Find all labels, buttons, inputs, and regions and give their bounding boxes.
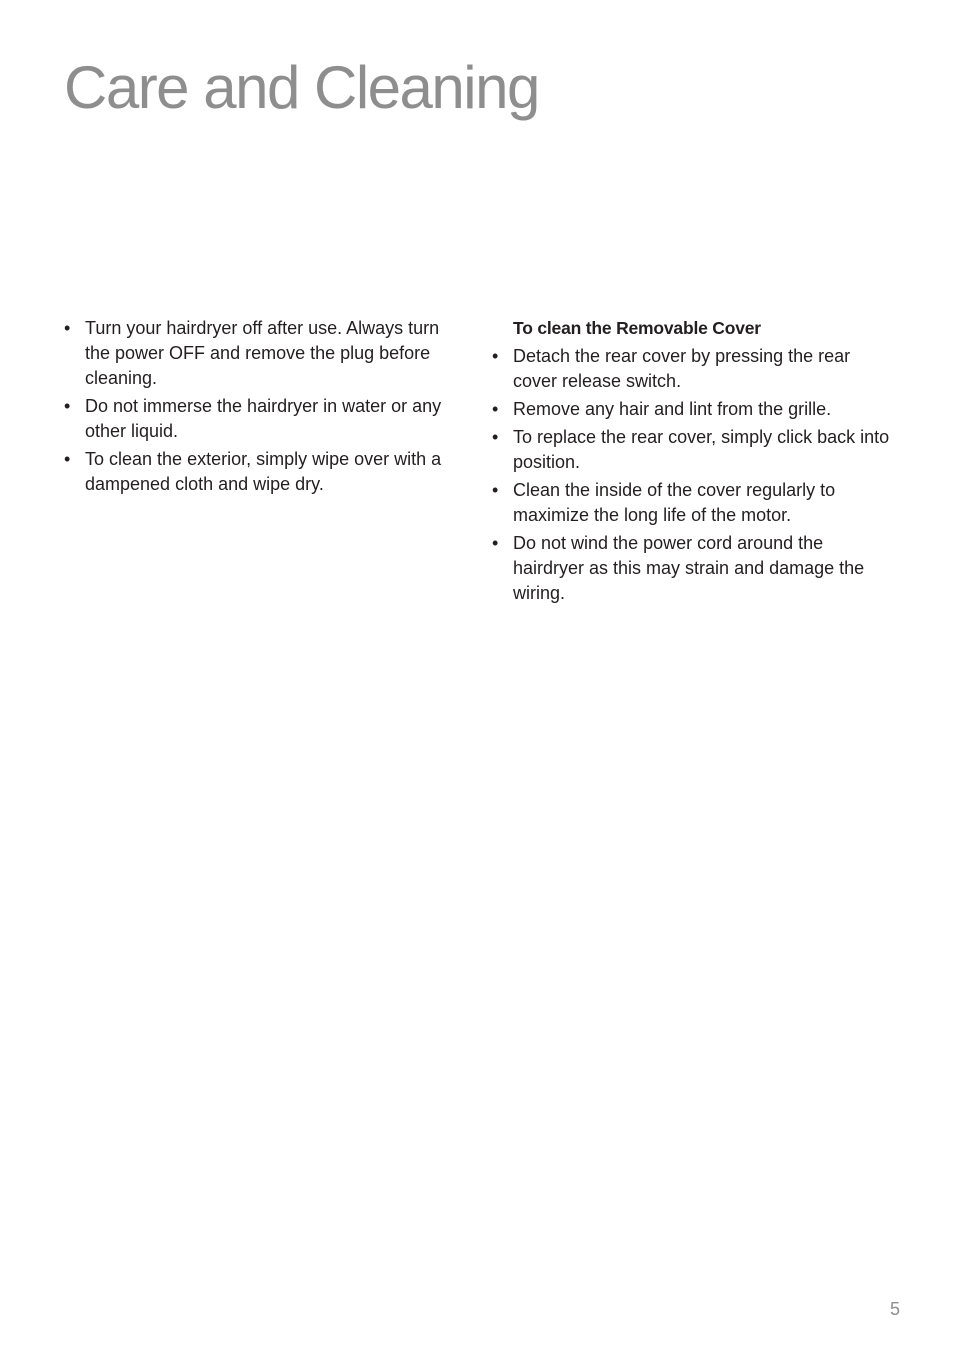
list-item-text: Do not wind the power cord around the hairdryer as this may strain and damage the wiring.: [513, 533, 865, 603]
bullet-icon: •: [64, 449, 71, 469]
list-item: [64, 316, 464, 391]
left-column: [64, 316, 464, 500]
list-item: [492, 425, 894, 475]
list-item-text: Remove any hair and lint from the grille.: [513, 399, 832, 419]
removable-cover-list: [492, 344, 894, 606]
cleaning-list: [64, 316, 464, 497]
list-item: [492, 478, 894, 528]
list-item: [492, 344, 894, 394]
bullet-icon: •: [492, 427, 499, 447]
list-item-text: Do not immerse the hairdryer in water or any other liquid.: [85, 396, 442, 441]
bullet-icon: •: [492, 346, 499, 366]
right-column: [492, 316, 894, 609]
page-number: 5: [889, 1299, 900, 1319]
bullet-icon: •: [492, 533, 499, 553]
section-heading: To clean the Removable Cover: [513, 318, 761, 338]
page-title: Care and Cleaning: [64, 54, 539, 121]
list-item-text: Turn your hairdryer off after use. Always turn the power OFF and remove the plug before cleaning.: [85, 318, 440, 388]
list-item-text: Clean the inside of the cover regularly to maximize the long life of the motor.: [513, 480, 836, 525]
list-item: [64, 394, 464, 444]
bullet-icon: •: [64, 396, 71, 416]
bullet-icon: •: [492, 399, 499, 419]
list-item-text: To clean the exterior, simply wipe over with a dampened cloth and wipe dry.: [85, 449, 442, 494]
list-item: [492, 531, 894, 606]
bullet-icon: •: [64, 318, 71, 338]
list-item: [492, 397, 894, 422]
list-item-text: Detach the rear cover by pressing the rear cover release switch.: [513, 346, 851, 391]
bullet-icon: •: [492, 480, 499, 500]
list-item: [64, 447, 464, 497]
list-item-text: To replace the rear cover, simply click back into position.: [513, 427, 890, 472]
